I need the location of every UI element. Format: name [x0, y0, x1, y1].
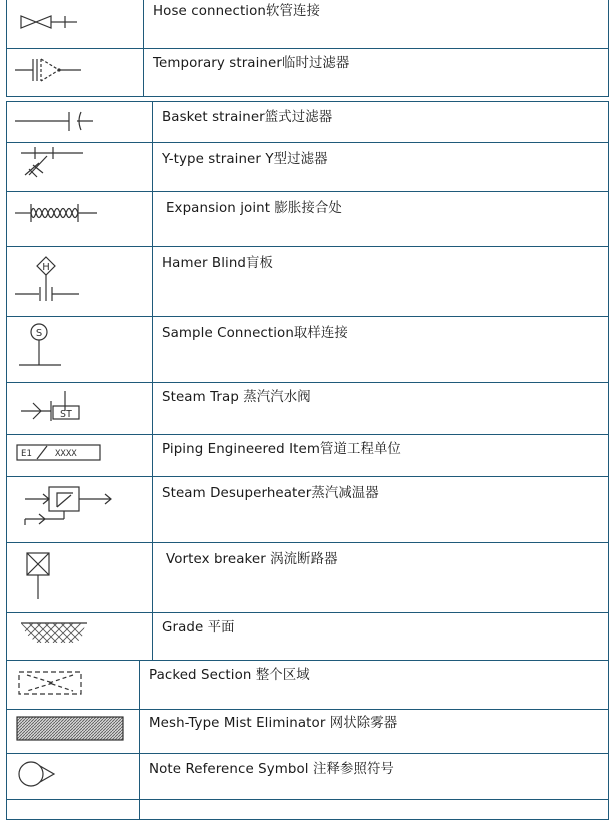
- table-row: [7, 102, 609, 143]
- note-reference-icon: [7, 754, 140, 799]
- description-cell: [153, 102, 609, 143]
- table-row: [7, 143, 609, 192]
- symbol-cell: [7, 543, 153, 613]
- packed-section-icon: [7, 661, 140, 709]
- hamer-blind-icon: [7, 247, 153, 316]
- symbol-label: Sample Connection取样连接: [162, 326, 348, 341]
- symbol-cell: [7, 192, 153, 247]
- symbol-label: Vortex breaker 涡流断路器: [166, 552, 338, 567]
- description-cell: [153, 543, 609, 613]
- table-row: [7, 383, 609, 435]
- table-row: [7, 435, 609, 477]
- basket-strainer-icon: [7, 102, 153, 142]
- description-cell: [140, 661, 609, 710]
- hose-connection-icon: [7, 0, 144, 48]
- symbol-cell: [7, 0, 144, 49]
- table-row: [7, 710, 609, 754]
- table-row: [7, 754, 609, 800]
- symbol-label: Expansion joint 膨胀接合处: [166, 201, 342, 216]
- table-row: [7, 661, 609, 710]
- table-row: [7, 477, 609, 543]
- symbol-label: Packed Section 整个区域: [149, 668, 310, 683]
- temporary-strainer-icon: [7, 49, 144, 96]
- symbol-letter: S: [35, 328, 43, 339]
- symbol-table-3: [6, 660, 609, 820]
- symbol-cell: [7, 661, 140, 710]
- symbol-label: Basket strainer篮式过滤器: [162, 110, 333, 125]
- steam-desuperheater-icon: [7, 477, 153, 542]
- symbol-cell: [7, 143, 153, 192]
- symbol-label: Hose connection软管连接: [153, 4, 320, 19]
- symbol-label: Piping Engineered Item管道工程单位: [162, 442, 401, 457]
- table-row: [7, 192, 609, 247]
- mesh-mist-eliminator-icon: [7, 710, 140, 753]
- symbol-label: [140, 800, 608, 802]
- description-cell: [153, 247, 609, 317]
- symbol-label: Mesh-Type Mist Eliminator 网状除雾器: [149, 716, 398, 731]
- table-row: [7, 247, 609, 317]
- table-row: [7, 317, 609, 383]
- expansion-joint-icon: [7, 192, 153, 246]
- symbol-label: Grade 平面: [162, 620, 235, 635]
- vortex-breaker-icon: [7, 543, 153, 612]
- steam-trap-icon: [7, 383, 153, 434]
- description-cell: [153, 477, 609, 543]
- symbol-cell: [7, 317, 153, 383]
- table-row: [7, 49, 609, 97]
- symbol-cell: [7, 383, 153, 435]
- symbol-letter: XXXX: [55, 449, 77, 459]
- table-row: [7, 613, 609, 661]
- description-cell: [153, 317, 609, 383]
- symbol-letter: ST: [59, 409, 73, 420]
- description-cell: [153, 143, 609, 192]
- description-cell: [144, 0, 609, 49]
- symbol-cell: [7, 102, 153, 143]
- symbol-label: Hamer Blind肓板: [162, 256, 274, 271]
- symbol-label: Temporary strainer临时过滤器: [153, 56, 350, 71]
- symbol-label: Steam Trap 蒸汽汽水阀: [162, 390, 311, 405]
- symbol-cell: [7, 435, 153, 477]
- description-cell: [144, 49, 609, 97]
- symbol-cell: [7, 477, 153, 543]
- symbol-table-2: [6, 101, 609, 661]
- symbol-label: Note Reference Symbol 注释参照符号: [149, 762, 394, 777]
- description-cell: [153, 435, 609, 477]
- symbol-cell: [7, 247, 153, 317]
- table-row: [7, 543, 609, 613]
- symbol-cell: [7, 754, 140, 800]
- symbol-letter: E1: [21, 449, 32, 459]
- symbol-cell: [7, 613, 153, 661]
- sample-connection-icon: [7, 317, 153, 382]
- symbol-cell: [7, 710, 140, 754]
- description-cell: [140, 710, 609, 754]
- description-cell: [153, 613, 609, 661]
- description-cell: [153, 383, 609, 435]
- table-row: [7, 0, 609, 49]
- symbol-letter: H: [42, 262, 50, 273]
- description-cell: [153, 192, 609, 247]
- symbol-cell: [7, 49, 144, 97]
- symbol-table-1: [6, 0, 609, 97]
- grade-icon: [7, 613, 153, 660]
- symbol-label: Y-type strainer Y型过滤器: [162, 152, 328, 167]
- symbol-label: Steam Desuperheater蒸汽减温器: [162, 486, 379, 501]
- piping-engineered-item-icon: [7, 435, 153, 476]
- description-cell: [140, 754, 609, 800]
- y-type-strainer-icon: [7, 143, 153, 191]
